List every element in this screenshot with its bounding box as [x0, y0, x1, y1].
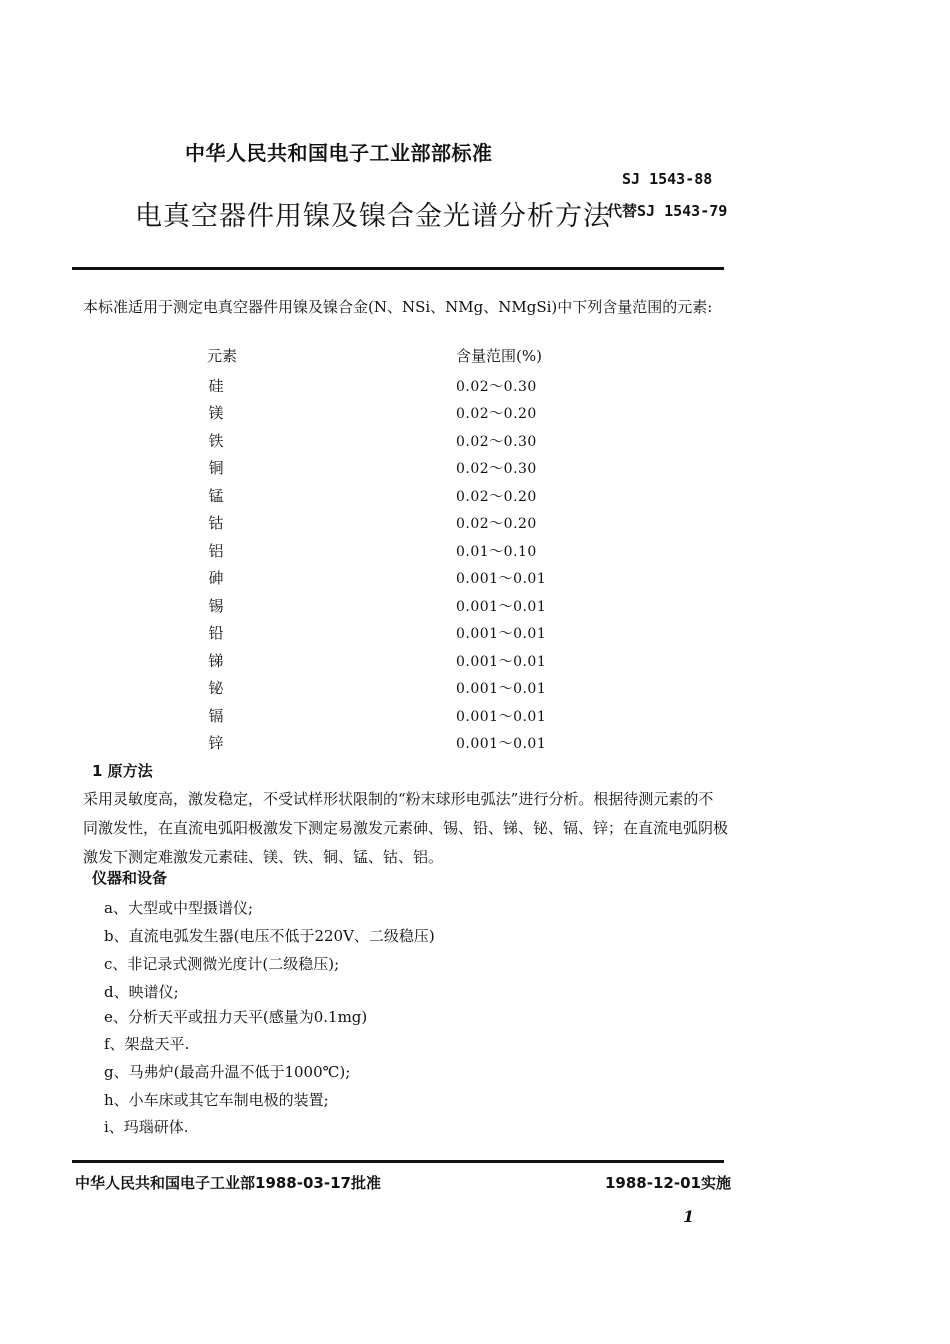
element-name: 镁: [208, 404, 224, 422]
element-range: 0.001～0.01: [456, 571, 547, 587]
element-range: 0.01～0.10: [456, 544, 537, 560]
element-range: 0.02～0.30: [456, 434, 537, 450]
method-paragraph: 采用灵敏度高，激发稳定，不受试样形状限制的“粉末球形电弧法”进行分析。根据待测元素的不同激发性，在直流电弧阳极激发下测定易激发元素砷、锡、铅、锑、铋、镉、锌；在直流电弧阴极激发下测定难激发元素硅、镁、铁、铜、锰、钴、铝。: [83, 790, 729, 866]
instrument-item: i、玛瑙研体.: [104, 1118, 189, 1136]
page-number: 1: [683, 1207, 695, 1226]
instrument-item: d、映谱仪;: [104, 983, 179, 1001]
element-range: 0.02～0.30: [456, 461, 537, 477]
instrument-item: c、非记录式测微光度计(二级稳压);: [104, 955, 340, 973]
effective-date: 1988-12-01实施: [605, 1174, 731, 1192]
element-name: 锡: [208, 597, 224, 615]
element-range: 0.02～0.20: [456, 489, 537, 505]
element-range: 0.001～0.01: [456, 599, 547, 615]
element-name: 铅: [208, 624, 224, 642]
instrument-item: h、小车床或其它车制电极的装置;: [104, 1091, 329, 1109]
standard-code: SJ 1543-88: [622, 170, 713, 188]
element-name: 钴: [208, 514, 224, 532]
column-header-element: 元素: [207, 347, 238, 365]
instrument-item: a、大型或中型摄谱仪;: [104, 899, 253, 917]
element-range: 0.02～0.20: [456, 516, 537, 532]
section-title: 1 原方法: [92, 762, 153, 780]
intro-paragraph: 本标准适用于测定电真空器件用镍及镍合金(N、NSi、NMg、NMgSi)中下列含量范围的元素:: [83, 298, 713, 316]
element-name: 锰: [208, 487, 224, 505]
element-name: 铜: [208, 459, 224, 477]
element-range: 0.02～0.30: [456, 379, 537, 395]
element-name: 镉: [208, 707, 224, 725]
element-name: 锌: [208, 734, 224, 752]
element-name: 铁: [208, 432, 224, 450]
instruments-title: 仪器和设备: [92, 869, 168, 887]
element-name: 砷: [208, 569, 224, 587]
document-title: 电真空器件用镍及镍合金光谱分析方法: [135, 201, 611, 232]
element-range: 0.001～0.01: [456, 736, 547, 752]
element-name: 铋: [208, 679, 224, 697]
element-name: 锑: [208, 652, 224, 670]
element-name: 铝: [208, 542, 224, 560]
header-divider: [72, 267, 724, 270]
instrument-item: f、架盘天平.: [104, 1035, 190, 1053]
element-range: 0.001～0.01: [456, 626, 547, 642]
element-range: 0.001～0.01: [456, 709, 547, 725]
instrument-item: g、马弗炉(最高升温不低于1000℃);: [104, 1063, 351, 1081]
element-name: 硅: [208, 377, 224, 395]
footer-divider: [72, 1160, 724, 1163]
approval-date: 中华人民共和国电子工业部1988-03-17批准: [75, 1174, 381, 1192]
column-header-range: 含量范围(%): [456, 347, 542, 365]
instrument-item: b、直流电弧发生器(电压不低于220V、二级稳压): [104, 927, 435, 945]
element-range: 0.001～0.01: [456, 654, 547, 670]
element-range: 0.02～0.20: [456, 406, 537, 422]
instrument-item: e、分析天平或扭力天平(感量为0.1mg): [104, 1008, 368, 1026]
element-range: 0.001～0.01: [456, 681, 547, 697]
issuing-organization: 中华人民共和国电子工业部部标准: [185, 141, 493, 165]
replaces-standard: 代替SJ 1543-79: [607, 202, 728, 220]
